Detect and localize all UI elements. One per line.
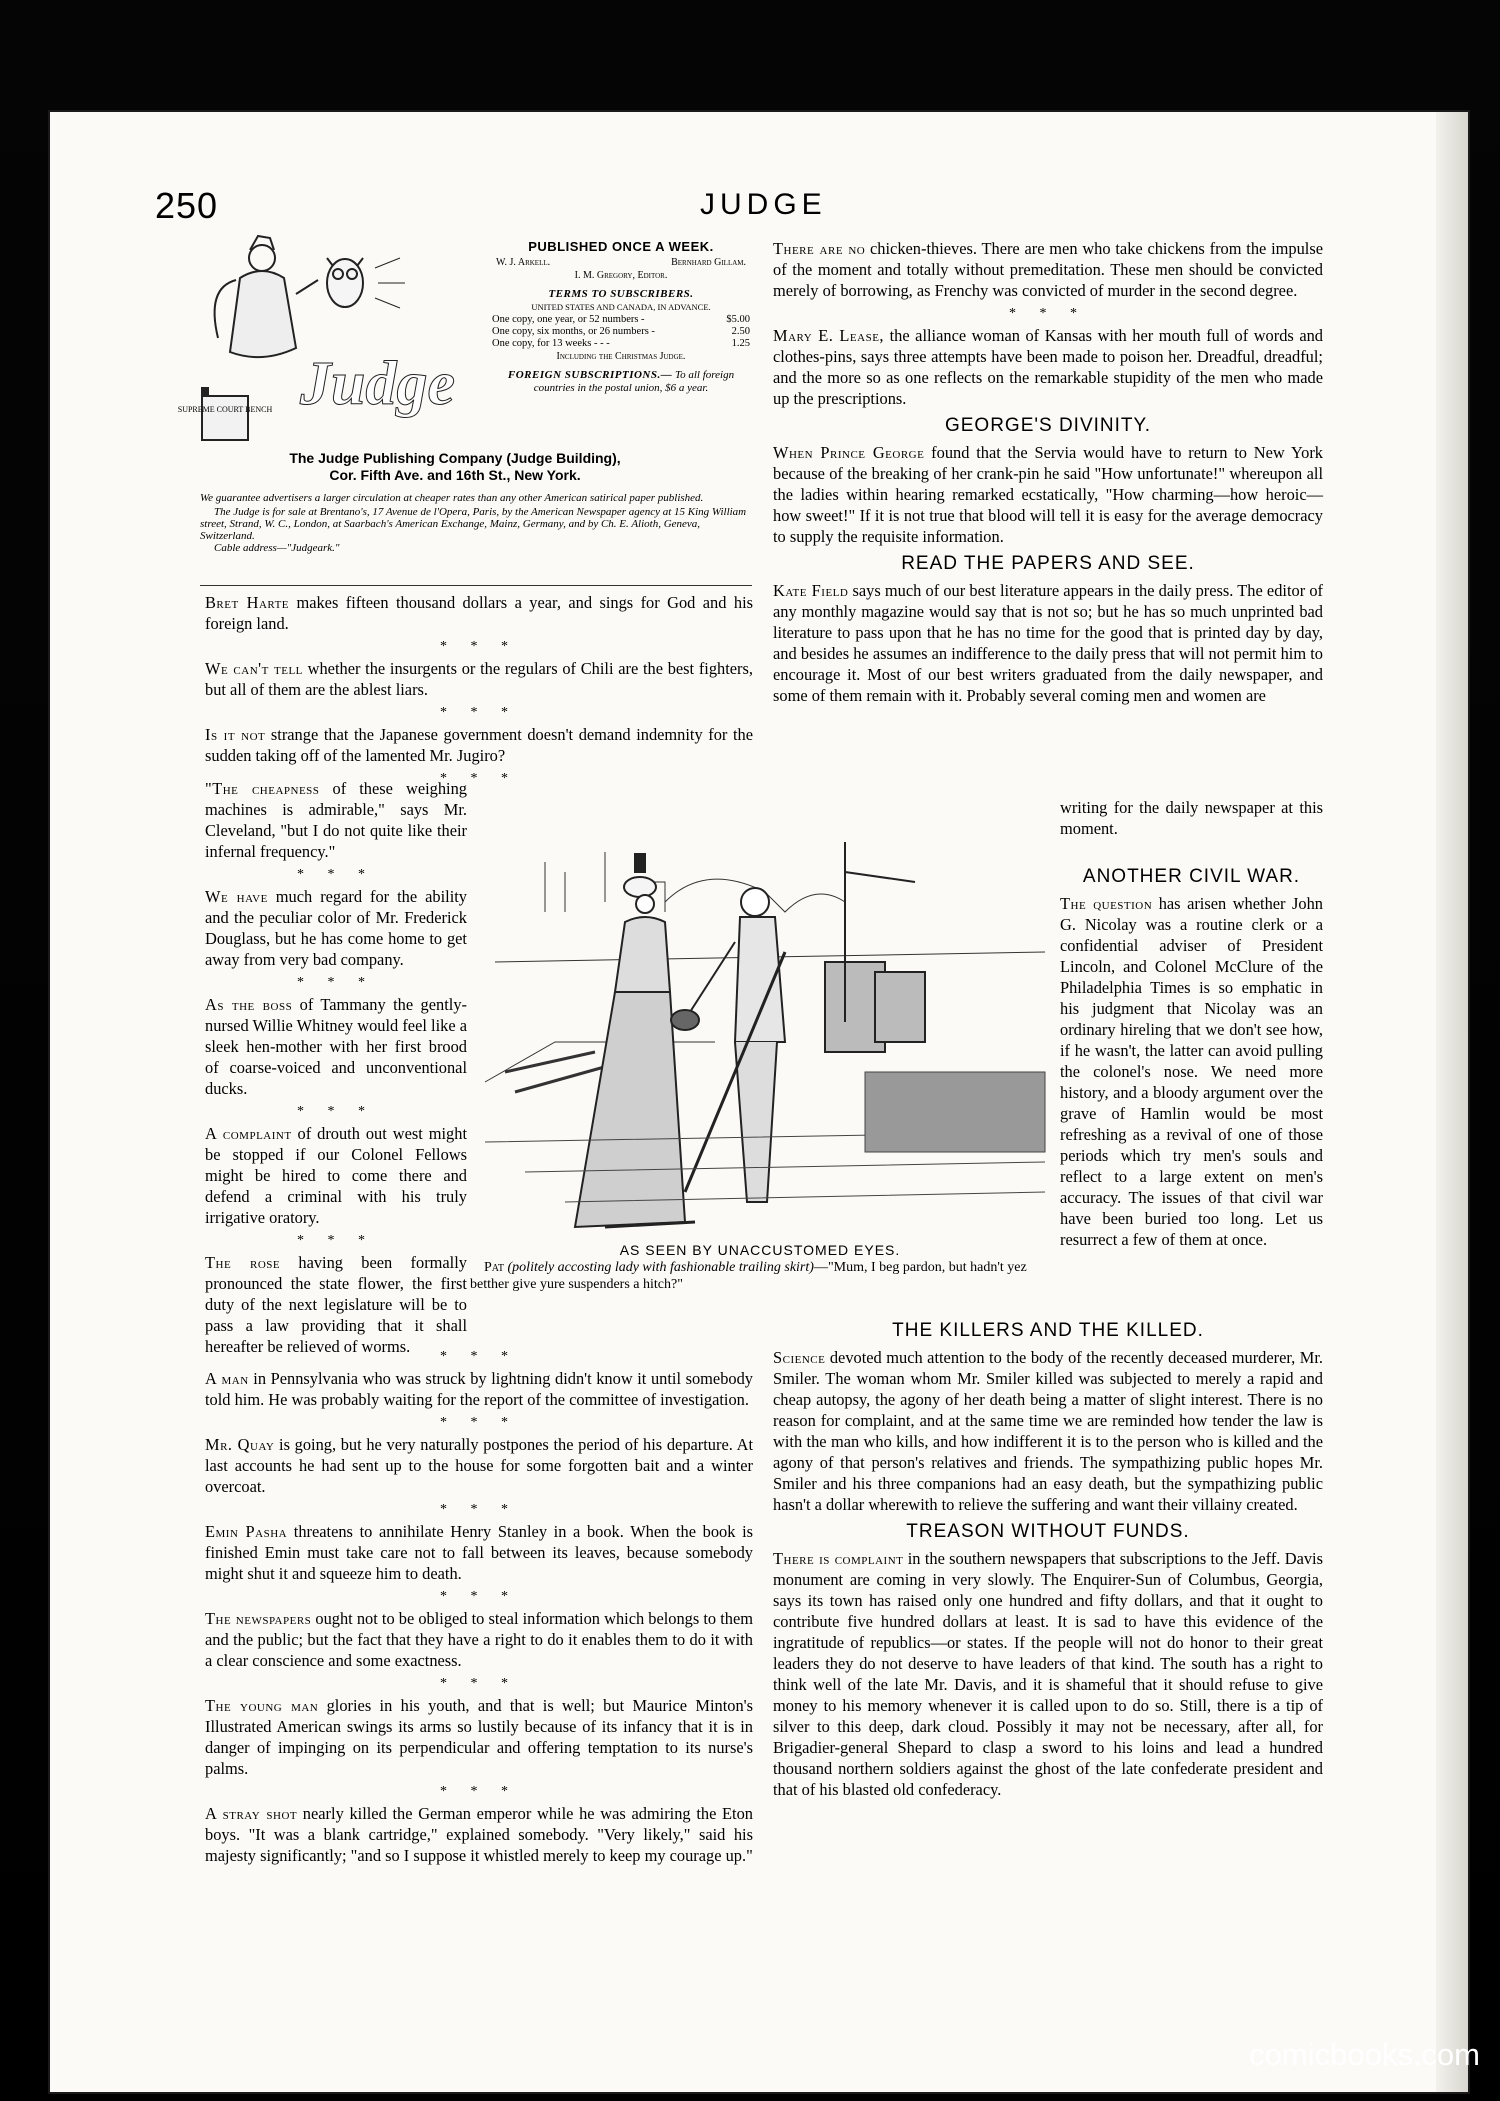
separator-stars: * * * (440, 771, 518, 786)
rate-row: One copy, one year, or 52 numbers - $5.00 (492, 314, 750, 325)
item-cleveland: "The cheapness of these weighing machines is admirable," says Mr. Cleveland, "but I do not quite like their infernal frequency." (205, 779, 467, 861)
read-the-papers-tail: writing for the daily newspaper at this moment. (1060, 798, 1323, 838)
staff-left: W. J. Arkell. (496, 257, 551, 268)
article-georges-divinity: When Prince George found that the Servia would have to return to New York because of the breaking of her crank-pin he said "How unfortunate!" whereupon all the ladies within hearing remarked ecstatically, "How charming—how heroic—how sweet!" If it is not true that blood will tell it is easy for the average democracy to supply the requisite information. (773, 443, 1324, 546)
publisher-line: The Judge Publishing Company (Judge Building), (289, 450, 621, 466)
illustration-caption (470, 1242, 1050, 1293)
publisher-address: Cor. Fifth Ave. and 16th St., New York. (329, 467, 581, 483)
item-newspapers: The newspapers ought not to be obliged to steal information which belongs to them and the public; but the fact that they have a right to do it enables them to do it with a clear conscience and some exactness. (205, 1609, 753, 1670)
left-column-lower (205, 1348, 753, 1872)
headline-another-civil-war: ANOTHER CIVIL WAR. (1082, 866, 1301, 887)
separator-stars: * * * (297, 867, 375, 882)
item-chicken-thieves: There are no chicken-thieves. There are men who take chickens from the impulse of the moment and totally without premeditation. These men should be convicted merely of borrowing, as Frenchy was convicted of murder in the second degree. (773, 239, 1323, 300)
watermark: comicbooks.com (1249, 2037, 1480, 2072)
item-young-man: The young man glories in his youth, and that is well; but Maurice Minton's Illustrated American swings its arms so lustily because of its infancy that it is in danger of impinging on its perpendicular and offering temptation to its nurse's palms. (205, 1696, 754, 1778)
separator-stars: * * * (440, 1502, 518, 1517)
foreign-subscriptions: FOREIGN SUBSCRIPTIONS.— To all foreign countries in the postal union, $6 a year. (507, 369, 735, 394)
article-treason: There is complaint in the southern newspapers that subscriptions to the Jeff. Davis monument are coming in very slowly. The Enquirer-Sun of Columbus, Georgia, says its town has raised only one hundred and fifty dollars, and that it ought to contribute five hundred dollars at least. It is sad to have this evidence of the ingratitude of republics—or states. If the people will not do honor to their great leaders they do not deserve to have leaders of that kind. The south has a right to think well of the late Mr. Davis, and it is shameful that it should refuse to give money to his memory whenever it is called upon to do so. Still, there is a tip of silver to this deep, dark cloud. Possibly it may not be necessary, after all, for Brigadier-general Shepard to clasp a sword to his loins and lead a hundred thousand northern soldiers against the ghost of the late confederate president and that of his blasted old confederacy. (773, 1549, 1323, 1799)
item-tammany: As the boss of Tammany the gently-nursed Willie Whitney would feel like a sleek hen-mother with her first brood of coarse-voiced and unconventional ducks. (205, 995, 467, 1098)
publisher-block (205, 450, 705, 484)
staff-right: Bernhard Gillam. (671, 257, 746, 268)
masthead-info (492, 240, 750, 395)
cartoon-illustration (485, 842, 1045, 1234)
supreme-court-box (202, 396, 248, 440)
separator-stars: * * * (440, 705, 518, 720)
article-read-the-papers: Kate Field says much of our best literature appears in the daily press. The editor of any monthly magazine would say that is not so; but he has so much unprinted bad literature to pass upon that he has no time for the good that is printed day by day, and besides he assumes an indifference to the daily press that will not permit him to encourage it. Most of our best writers graduated from the daily newspaper, and some of them remain with it. Probably several coming men and women are (773, 581, 1323, 705)
separator-stars: * * * (440, 1349, 518, 1364)
rate-row: One copy, for 13 weeks - - - 1.25 (492, 338, 750, 349)
staff-line (492, 257, 750, 269)
headline-read-the-papers: READ THE PAPERS AND SEE. (901, 553, 1195, 574)
running-head: JUDGE (700, 188, 827, 221)
item-emin-pasha: Emin Pasha threatens to annihilate Henry Stanley in a book. When the book is finished Emin must take care not to fall between its leaves, because somebody might shut it and squeeze him to death. (205, 1522, 754, 1583)
separator-stars: * * * (440, 1415, 518, 1430)
item-lightning: A man in Pennsylvania who was struck by lightning didn't know it until somebody told him. He was probably waiting for the report of the committee of investigation. (205, 1369, 753, 1409)
editor-line: I. M. Gregory, Editor. (574, 270, 668, 281)
item-douglass: We have much regard for the ability and the peculiar color of Mr. Frederick Douglass, but he has come home to get away from very bad company. (205, 887, 468, 969)
caption-body: Pat (politely accosting lady with fashionable trailing skirt)—"Mum, I beg pardon, but hadn't yez betther give yure suspenders a hitch?" (470, 1260, 1027, 1292)
item-rose: The rose having been formally pronounced the state flower, the first duty of the next legislature will be to pass a law providing that it shall hereafter be relieved of worms. (205, 1253, 467, 1356)
separator-stars: * * * (297, 1104, 375, 1119)
separator-stars: * * * (440, 1784, 518, 1799)
article-killers: Science devoted much attention to the body of the recently deceased murderer, Mr. Smiler. The woman whom Mr. Smiler killed was subjected to merely a rapid and cheap autopsy, the agony of her death being a matter of slight interest. There is no reason for complaint, and at the same time we are reminded how tender the law is with the man who kills, and how indifferent it is to the person who is killed and the agony of that person's relatives and friends. The sympathizing public hopes Mr. Smiler and his three companions had an easy death, but the sympathizing public hasn't a dollar wherewith to relieve the suffering and want their villainy created. (773, 1348, 1323, 1514)
notice-block (200, 492, 752, 554)
page-number: 250 (155, 185, 219, 226)
headline-treason: TREASON WITHOUT FUNDS. (906, 1521, 1190, 1542)
masthead-divider (200, 585, 752, 586)
terms-sub: UNITED STATES AND CANADA, IN ADVANCE. (531, 302, 711, 312)
separator-stars: * * * (440, 639, 518, 654)
right-column-lower (773, 1316, 1323, 1806)
rate-row: One copy, six months, or 26 numbers - 2.50 (492, 326, 750, 337)
judge-wordmark: Judge (300, 350, 455, 418)
item-stray-shot: A stray shot nearly killed the German emperor while he was admiring the Eton boys. "It was a blank cartridge," explained somebody. "Very likely," said his majesty significantly; "and so I suppose it whistled merely to keep my courage up." (205, 1804, 753, 1865)
separator-stars: * * * (1009, 306, 1087, 321)
sale-note: The Judge is for sale at Brentano's, 17 Avenue de l'Opera, Paris, by the American Newspaper agency at 15 King William street, Strand, W. C., London, at Saarbach's American Exchange, Mainz, Germany, and by Ch. E. Alioth, Geneva, Switzerland. (200, 506, 747, 542)
guarantee-note: We guarantee advertisers a larger circulation at cheaper rates than any other American satirical paper published. (200, 492, 704, 504)
item-bret-harte: Bret Harte makes fifteen thousand dollars a year, and sings for God and his foreign land. (205, 593, 753, 633)
item-drouth: A complaint of drouth out west might be stopped if our Colonel Fellows might be hired to come there and defend a criminal with his truly irrigative oratory. (205, 1124, 468, 1227)
terms-title: TERMS TO SUBSCRIBERS. (548, 288, 694, 300)
left-column-narrow (205, 778, 467, 1363)
page-edge (1436, 112, 1468, 2092)
separator-stars: * * * (297, 975, 375, 990)
item-japanese: Is it not strange that the Japanese government doesn't demand indemnity for the sudden taking off of the lamented Mr. Jugiro? (205, 725, 753, 765)
left-column-upper (205, 592, 753, 790)
item-chili: We can't tell whether the insurgents or the regulars of Chili are the best fighters, but all of them are the ablest liars. (205, 659, 753, 699)
box-label: SUPREME COURT BENCH (177, 405, 273, 414)
separator-stars: * * * (297, 1233, 375, 1248)
item-quay: Mr. Quay is going, but he very naturally postpones the period of his departure. At last accounts he had sent up to the house for some forgotten bait and a winter overcoat. (205, 1435, 753, 1496)
right-column-top (773, 238, 1323, 712)
judge-logo (177, 228, 480, 448)
separator-stars: * * * (440, 1589, 518, 1604)
caption-title: AS SEEN BY UNACCUSTOMED EYES. (619, 1242, 901, 1258)
separator-stars: * * * (440, 1676, 518, 1691)
cable-address: Cable address—"Judgeark." (214, 542, 340, 554)
item-mary-lease: Mary E. Lease, the alliance woman of Kansas with her mouth full of words and clothes-pins, says three attempts have been made to poison her. Dreadful, dreadful; and the more so as one reflects on the remarkable stupidity of the men who made up the prescriptions. (773, 326, 1324, 408)
headline-georges-divinity: GEORGE'S DIVINITY. (944, 415, 1152, 436)
right-column-narrow (1060, 862, 1323, 1256)
rates-note: Including the Christmas Judge. (556, 351, 686, 362)
article-another-civil-war: The question has arisen whether John G. Nicolay was a routine clerk or a confidential adviser of President Lincoln, and Colonel McClure of the Philadelphia Times is so emphatic in his judgment that Nicolay was an ordinary hireling that we don't see how, if he wasn't, the latter can avoid pulling the colonel's nose. We need more history, and a bloody argument over the grave of Hamlin would be most refreshing as a revival of one of those periods which try men's souls and reflect to a large extent on men's accuracy. The issues of that civil war have been buried too long. Let us resurrect a few of them at once. (1060, 894, 1323, 1249)
owl-illustration (327, 258, 405, 308)
headline-killers: THE KILLERS AND THE KILLED. (892, 1320, 1204, 1341)
published-line: PUBLISHED ONCE A WEEK. (528, 239, 714, 254)
